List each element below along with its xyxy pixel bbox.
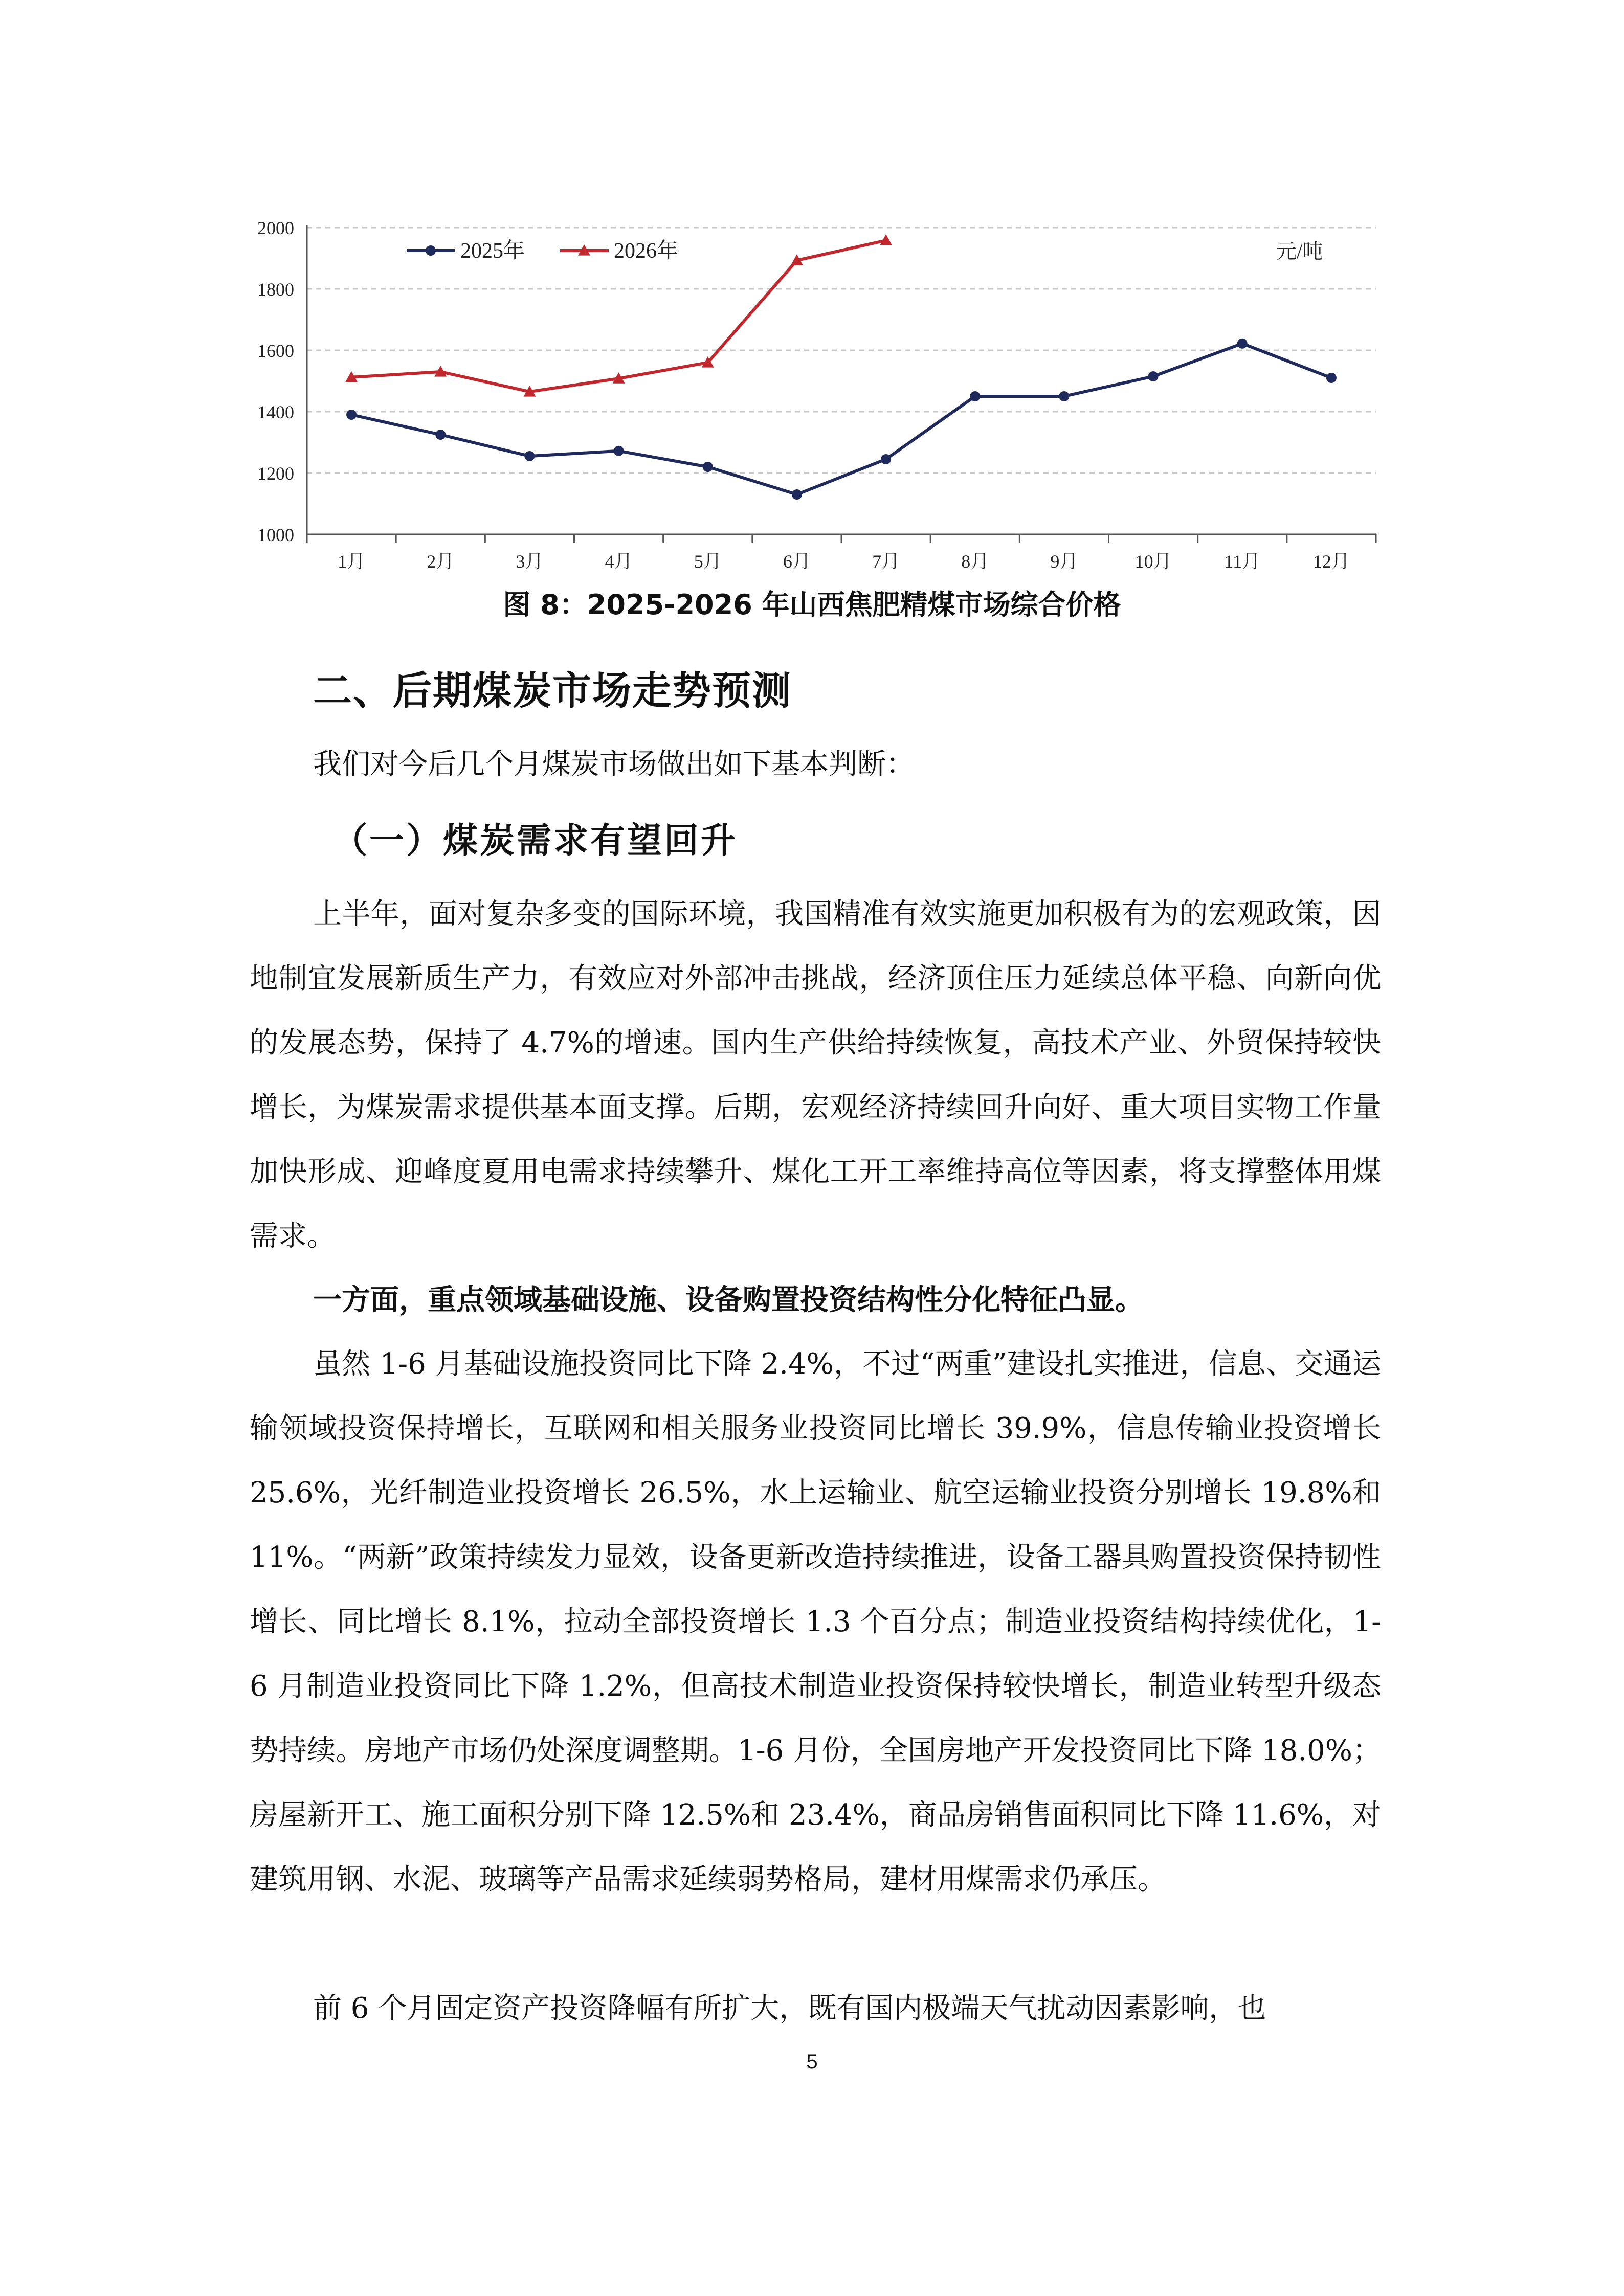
x-tick-label: 8月 [961, 551, 989, 572]
data-point-circle [881, 454, 891, 464]
data-point-circle [435, 430, 446, 440]
y-tick-label: 1200 [257, 463, 294, 484]
x-tick-label: 2月 [427, 551, 455, 572]
x-tick-label: 11月 [1224, 551, 1261, 572]
paragraph-bold-lead: 一方面，重点领域基础设施、设备购置投资结构性分化特征凸显。 [313, 1284, 1144, 1317]
paragraph-2: 虽然 1-6 月基础设施投资同比下降 2.4%，不过“两重”建设扎实推进，信息、交通运输领域投资保持增长，互联网和相关服务业投资同比增长 39.9%，信息传输业投资增长 25.6%，光纤制造业投资增长 26.5%，水上运输业、航空运输业投资分别增长 19.8%和 11%。“两新”政策持续发力显效，设备更新改造持续推进，设备工器具购置投资保持韧性增长、同比增长 8.1%，拉动全部投资增长 1.3 个百分点；制造业投资结构持续优化，1-6 月制造业投资同比下降 1.2%，但高技术制造业投资保持较快增长，制造业转型升级态势持续。房地产市场仍处深度调整期。1-6 月份，全国房地产开发投资同比下降 18.0%；房屋新开工、施工面积分别下降 12.5%和 23.4%，商品房销售面积同比下降 11.6%，对建筑用钢、水泥、玻璃等产品需求延续弱势格局，建材用煤需求仍承压。 [250, 1347, 1381, 1896]
page-number: 5 [806, 2051, 818, 2073]
subsection-heading: （一）煤炭需求有望回升 [332, 821, 738, 861]
data-point-circle [1059, 391, 1069, 401]
x-tick-label: 9月 [1050, 551, 1078, 572]
data-point-triangle [880, 234, 892, 245]
data-point-circle [346, 410, 357, 420]
section-heading: 二、后期煤炭市场走势预测 [313, 668, 792, 713]
x-tick-label: 7月 [872, 551, 900, 572]
x-tick-label: 12月 [1312, 551, 1350, 572]
data-point-circle [703, 462, 713, 472]
data-point-circle [426, 245, 436, 256]
x-tick-label: 6月 [783, 551, 811, 572]
y-tick-label: 2000 [257, 218, 294, 238]
lead-sentence: 我们对今后几个月煤炭市场做出如下基本判断： [313, 748, 915, 781]
x-axis [307, 534, 1376, 572]
x-tick-label: 4月 [605, 551, 633, 572]
paragraph-3: 前 6 个月固定资产投资降幅有所扩大，既有国内极端天气扰动因素影响，也 [313, 1992, 1266, 2025]
paragraph-1: 上半年，面对复杂多变的国际环境，我国精准有效实施更加积极有为的宏观政策，因地制宜发展新质生产力，有效应对外部冲击挑战，经济顶住压力延续总体平稳、向新向优的发展态势，保持了 4.7%的增速。国内生产供给持续恢复，高技术产业、外贸保持较快增长，为煤炭需求提供基本面支撑。后期，宏观经济持续回升向好、重大项目实物工作量加快形成、迎峰度夏用电需求持续攀升、煤化工开工率维持高位等因素，将支撑整体用煤需求。 [250, 897, 1381, 1253]
chart-gridlines [307, 228, 1376, 473]
figure-caption: 图 8：2025-2026 年山西焦肥精煤市场综合价格 [503, 589, 1121, 621]
y-tick-label: 1600 [257, 341, 294, 361]
data-point-circle [614, 446, 624, 456]
data-point-circle [1326, 373, 1337, 383]
data-point-circle [1148, 371, 1159, 381]
x-tick-label: 5月 [694, 551, 722, 572]
data-point-circle [524, 451, 535, 461]
data-point-circle [1237, 339, 1248, 349]
y-tick-label: 1400 [257, 402, 294, 422]
x-tick-label: 3月 [516, 551, 544, 572]
y-tick-label: 1000 [257, 525, 294, 545]
x-tick-label: 1月 [338, 551, 366, 572]
y-axis [257, 218, 307, 545]
price-line-chart [225, 205, 1401, 593]
legend-label-2: 2026年 [614, 239, 679, 263]
series-line-1 [351, 344, 1331, 494]
series-line-2 [351, 240, 886, 392]
x-tick-label: 10月 [1134, 551, 1172, 572]
legend-label-1: 2025年 [460, 239, 525, 263]
data-point-circle [970, 391, 980, 401]
chart-series [345, 234, 1337, 500]
chart-legend [407, 239, 678, 263]
data-point-circle [792, 489, 802, 500]
y-tick-label: 1800 [257, 279, 294, 300]
unit-label: 元/吨 [1276, 240, 1323, 263]
